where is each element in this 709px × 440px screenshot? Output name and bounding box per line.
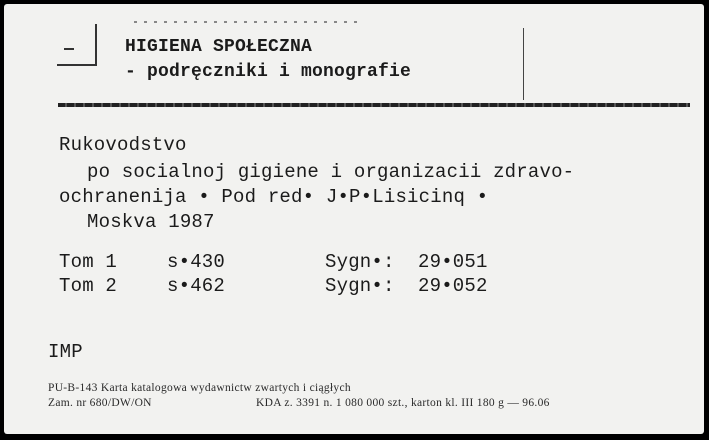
volume-1-pages: s•430	[167, 251, 226, 273]
volume-2-sygn: 29•052	[418, 275, 488, 297]
subject-heading: HIGIENA SPOŁECZNA	[125, 37, 313, 57]
entry-imprint: Moskva 1987	[87, 211, 215, 233]
footer-order-right: KDA z. 3391 n. 1 080 000 szt., karton kl. III 180 g — 96.06	[256, 397, 550, 409]
tab-dash-mark	[64, 48, 74, 50]
footer-order-left: Zam. nr 680/DW/ON	[48, 397, 152, 409]
header-horizontal-rule	[58, 103, 690, 107]
header-vertical-rule	[523, 28, 524, 100]
subject-subtitle: - podręczniki i monografie	[125, 62, 412, 82]
imp-mark: IMP	[48, 341, 83, 363]
volume-1-sygn-label: Sygn•:	[325, 251, 395, 273]
footer-form-line: PU-B-143 Karta katalogowa wydawnictw zwartych i ciągłych	[48, 382, 351, 394]
volume-2-sygn-label: Sygn•:	[325, 275, 395, 297]
volume-2-tom: Tom 2	[59, 275, 118, 297]
volume-1-sygn: 29•051	[418, 251, 488, 273]
tab-bracket-mark	[57, 24, 97, 66]
entry-title-line-3: ochranenija • Pod red• J•P•Lisicinq •	[59, 186, 489, 208]
entry-title-line-1: Rukovodstvo	[59, 134, 187, 156]
volume-2-pages: s•462	[167, 275, 226, 297]
volume-1-tom: Tom 1	[59, 251, 118, 273]
entry-title-line-2: po socialnoj gigiene i organizacii zdravo-	[87, 161, 575, 183]
catalog-card	[4, 4, 704, 434]
header-dotted-line	[134, 21, 364, 23]
